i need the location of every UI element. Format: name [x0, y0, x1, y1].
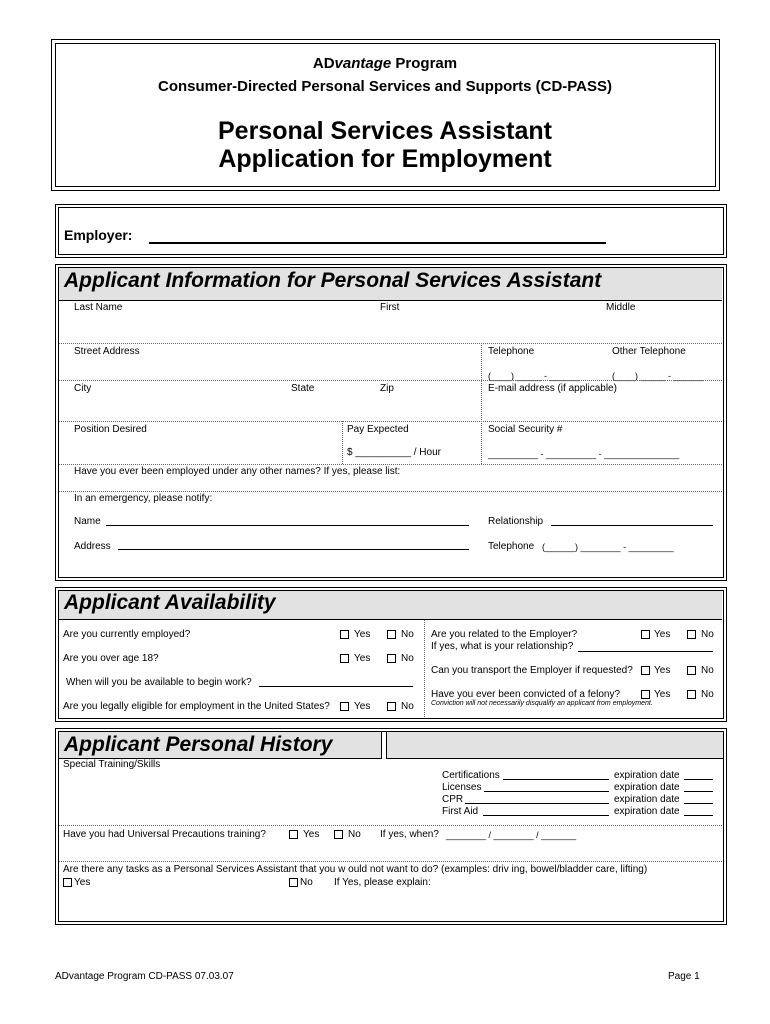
transport-no-label: No	[701, 665, 714, 676]
position-desired-label: Position Desired	[74, 424, 147, 435]
cpr-exp-field[interactable]	[684, 803, 713, 804]
row-divider	[59, 491, 722, 492]
certifications-label: Certifications	[442, 770, 500, 781]
footer-page-number: Page 1	[668, 971, 700, 982]
employer-field[interactable]	[149, 242, 606, 244]
emergency-name-field[interactable]	[106, 525, 469, 526]
over18-yes-checkbox[interactable]	[340, 654, 349, 663]
program-prefix: AD	[312, 55, 335, 72]
precautions-yes-label: Yes	[303, 829, 320, 840]
program-suffix: Program	[391, 55, 458, 72]
q-begin-work: When will you be available to begin work?	[66, 677, 252, 688]
q-related: Are you related to the Employer?	[431, 629, 578, 640]
email-label: E-mail address (if applicable)	[488, 383, 617, 394]
felony-yes-label: Yes	[654, 689, 671, 700]
certifications-exp-label: expiration date	[614, 770, 680, 781]
history-heading: Applicant Personal History	[64, 733, 333, 756]
related-no-label: No	[701, 629, 714, 640]
applicant-info-heading: Applicant Information for Personal Services Assistant	[64, 269, 602, 292]
over18-no-checkbox[interactable]	[387, 654, 396, 663]
transport-no-checkbox[interactable]	[687, 666, 696, 675]
other-telephone-field[interactable]: (____) _____ - ______	[612, 371, 704, 381]
certifications-field[interactable]	[503, 779, 609, 780]
q-felony: Have you ever been convicted of a felony?	[431, 689, 621, 700]
licenses-label: Licenses	[442, 782, 482, 793]
employed-yes-checkbox[interactable]	[340, 630, 349, 639]
column-divider	[481, 343, 482, 464]
page-title-line1: Personal Services Assistant	[218, 117, 552, 145]
employed-no-label: No	[401, 629, 414, 640]
employed-no-checkbox[interactable]	[387, 630, 396, 639]
q-employed: Are you currently employed?	[63, 629, 191, 640]
street-address-label: Street Address	[74, 346, 140, 357]
employed-yes-label: Yes	[354, 629, 371, 640]
row-divider	[59, 343, 722, 344]
begin-work-field[interactable]	[259, 686, 413, 687]
q-over18: Are you over age 18?	[63, 653, 159, 664]
ssn-label: Social Security #	[488, 424, 563, 435]
q-transport: Can you transport the Employer if requested?	[431, 665, 633, 676]
precautions-yes-checkbox[interactable]	[289, 830, 298, 839]
tasks-yes-checkbox[interactable]	[63, 878, 72, 887]
other-names-question: Have you ever been employed under any other names? If yes, please list:	[74, 466, 401, 477]
transport-yes-label: Yes	[654, 665, 671, 676]
tasks-no-label: No	[300, 877, 313, 888]
if-yes-explain-label: If Yes, please explain:	[334, 877, 431, 888]
precautions-no-checkbox[interactable]	[334, 830, 343, 839]
felony-note: Conviction will not necessarily disqualify an applicant from employment.	[431, 700, 653, 707]
row-divider	[59, 464, 722, 465]
q-precautions: Have you had Universal Precautions training?	[63, 829, 266, 840]
cpr-field[interactable]	[465, 803, 609, 804]
footer-left: ADvantage Program CD-PASS 07.03.07	[55, 971, 234, 982]
special-training-label: Special Training/Skills	[63, 759, 161, 770]
telephone-label: Telephone	[488, 346, 535, 357]
transport-yes-checkbox[interactable]	[641, 666, 650, 675]
q-eligible: Are you legally eligible for employment in the United States?	[63, 701, 330, 712]
emergency-address-field[interactable]	[118, 549, 469, 550]
middle-name-label: Middle	[606, 302, 636, 313]
felony-yes-checkbox[interactable]	[641, 690, 650, 699]
relationship-label: Relationship	[488, 516, 544, 527]
precautions-no-label: No	[348, 829, 361, 840]
felony-no-checkbox[interactable]	[687, 690, 696, 699]
first-aid-exp-label: expiration date	[614, 806, 680, 817]
emergency-name-label: Name	[74, 516, 101, 527]
emergency-telephone-label: Telephone	[488, 541, 535, 552]
cpr-label: CPR	[442, 794, 464, 805]
row-divider	[59, 421, 722, 422]
certifications-exp-field[interactable]	[684, 779, 713, 780]
licenses-exp-field[interactable]	[684, 791, 713, 792]
state-label: State	[291, 383, 315, 394]
eligible-no-checkbox[interactable]	[387, 702, 396, 711]
employer-label: Employer:	[64, 227, 133, 243]
row-divider	[59, 861, 722, 862]
if-yes-when-label: If yes, when?	[380, 829, 439, 840]
history-heading-bar-right	[386, 732, 723, 759]
relationship-to-employer-field[interactable]	[578, 651, 713, 652]
felony-no-label: No	[701, 689, 714, 700]
related-yes-label: Yes	[654, 629, 671, 640]
first-aid-label: First Aid	[442, 806, 479, 817]
first-aid-field[interactable]	[483, 815, 609, 816]
precautions-date-field[interactable]: ________ / ________ / _______	[446, 830, 577, 840]
ssn-field[interactable]: __________ - __________ - _______________	[488, 449, 680, 459]
q-tasks: Are there any tasks as a Personal Services Assistant that you w ould not want to do? (examples: driv ing, bowel/bladder care, lifting)	[63, 864, 648, 875]
tasks-yes-label: Yes	[74, 877, 91, 888]
page-title-line2: Application for Employment	[218, 145, 552, 173]
program-italic: vantage	[334, 55, 392, 72]
eligible-yes-checkbox[interactable]	[340, 702, 349, 711]
header-subtitle: Consumer-Directed Personal Services and Supports (CD-PASS)	[158, 78, 612, 95]
row-divider	[59, 380, 722, 381]
last-name-label: Last Name	[74, 302, 123, 313]
row-divider	[59, 825, 722, 826]
eligible-yes-label: Yes	[354, 701, 371, 712]
relationship-field[interactable]	[551, 525, 713, 526]
availability-heading: Applicant Availability	[64, 591, 276, 614]
column-divider	[342, 421, 343, 464]
q-relationship: If yes, what is your relationship?	[431, 641, 574, 652]
eligible-no-label: No	[401, 701, 414, 712]
first-aid-exp-field[interactable]	[684, 815, 713, 816]
telephone-field[interactable]: (____) _____ - ______	[488, 371, 580, 381]
emergency-label: In an emergency, please notify:	[74, 493, 213, 504]
related-no-checkbox[interactable]	[687, 630, 696, 639]
emergency-telephone-field[interactable]: (______) ________ - _________	[542, 542, 674, 552]
employer-box-inner	[58, 207, 724, 255]
program-name	[0, 55, 770, 73]
first-name-label: First	[380, 302, 400, 313]
column-divider	[424, 620, 425, 717]
related-yes-checkbox[interactable]	[641, 630, 650, 639]
city-label: City	[74, 383, 92, 394]
other-telephone-label: Other Telephone	[612, 346, 686, 357]
tasks-no-checkbox[interactable]	[289, 878, 298, 887]
emergency-address-label: Address	[74, 541, 111, 552]
cpr-exp-label: expiration date	[614, 794, 680, 805]
over18-no-label: No	[401, 653, 414, 664]
licenses-field[interactable]	[484, 791, 609, 792]
zip-label: Zip	[380, 383, 394, 394]
pay-expected-label: Pay Expected	[347, 424, 409, 435]
licenses-exp-label: expiration date	[614, 782, 680, 793]
pay-expected-field[interactable]: $ __________ / Hour	[347, 447, 441, 458]
over18-yes-label: Yes	[354, 653, 371, 664]
